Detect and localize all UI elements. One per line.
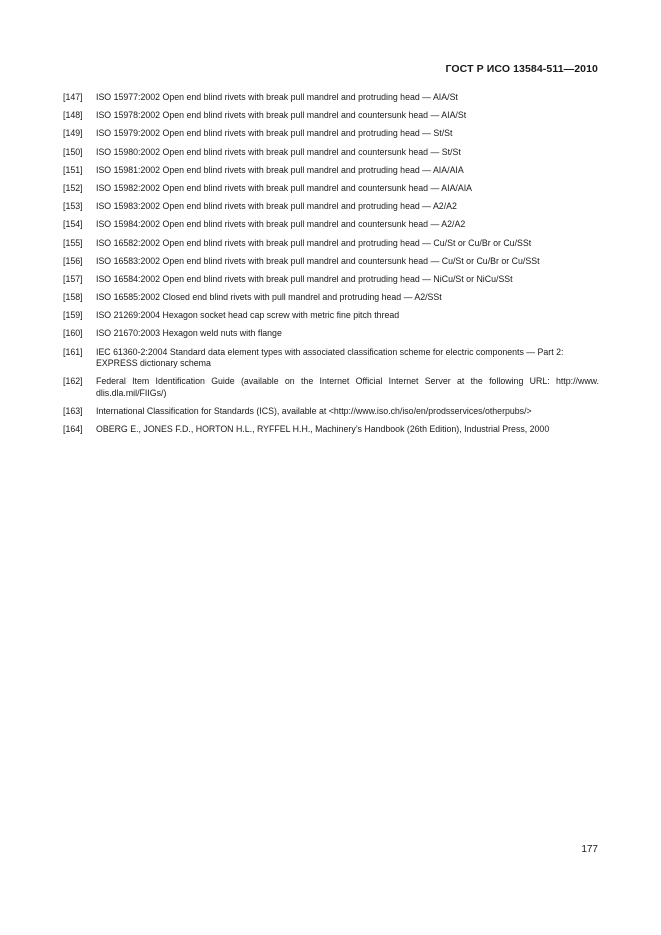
entry-number: [152] [63,182,83,193]
entry-text: ISO 15982:2002 Open end blind rivets with break pull mandrel and countersunk head — AIA/AIA [96,182,473,193]
bibliography-entry [63,110,599,122]
entry-text: ISO 15978:2002 Open end blind rivets with break pull mandrel and countersunk head — AIA/St [96,110,467,121]
bibliography-entry [63,165,599,177]
entry-text: ISO 21670:2003 Hexagon weld nuts with flange [96,328,282,339]
bibliography-entry [63,219,599,231]
entry-number: [158] [63,292,83,303]
entry-number: [164] [63,424,83,435]
entry-text: ISO 16583:2002 Open end blind rivets with break pull mandrel and countersunk head — Cu/St or Cu/Br or Cu/SSt [96,255,540,266]
entry-number: [148] [63,110,83,121]
bibliography-entry [63,347,599,370]
bibliography-entry [63,147,599,159]
entry-number: [162] [63,376,83,387]
entry-text: ISO 15981:2002 Open end blind rivets with break pull mandrel and protruding head — AIA/AIA [96,164,464,175]
entry-text: ISO 21269:2004 Hexagon socket head cap screw with metric fine pitch thread [96,310,400,321]
entry-number: [160] [63,328,83,339]
entry-number: [153] [63,201,83,212]
entry-number: [151] [63,164,83,175]
entry-text: ISO 15983:2002 Open end blind rivets with break pull mandrel and protruding head — A2/A2 [96,201,457,212]
entry-number: [147] [63,92,83,102]
entry-number: [154] [63,219,83,230]
bibliography-entry [63,310,599,322]
bibliography-entry [63,328,599,340]
entry-number: [156] [63,255,83,266]
entry-text: ISO 15980:2002 Open end blind rivets with break pull mandrel and countersunk head — St/St [96,146,461,157]
bibliography-entry [63,424,599,436]
page-number: 177 [581,844,598,855]
entry-number: [163] [63,406,83,417]
entry-text: ISO 16584:2002 Open end blind rivets with break pull mandrel and protruding head — NiCu/St or NiCu/SSt [96,273,513,284]
entry-number: [149] [63,128,83,139]
entry-text: ISO 16582:2002 Open end blind rivets with break pull mandrel and protruding head — Cu/St or Cu/Br or Cu/SSt [96,237,532,248]
entry-number: [161] [63,346,83,357]
bibliography-entry [63,201,599,213]
entry-number: [159] [63,310,83,321]
entry-text: ISO 15984:2002 Open end blind rivets with break pull mandrel and countersunk head — A2/A2 [96,219,466,230]
entry-text: ISO 16585:2002 Closed end blind rivets with pull mandrel and protruding head — A2/SSt [96,292,442,303]
entry-text: Federal Item Identification Guide (available on the Internet Official Internet Server at the following URL: http://www. dlis.dla.mil/FIIGs/) [96,376,599,398]
bibliography-entry [63,238,599,250]
entry-number: [155] [63,237,83,248]
bibliography-entry [63,406,599,418]
entry-text: IEC 61360-2:2004 Standard data element types with associated classification scheme for electric components — Part 2: EXPRESS dictionary schema [96,346,564,369]
document-header: ГОСТ Р ИСО 13584-511—2010 [445,63,598,75]
bibliography-entry [63,274,599,286]
bibliography-entry [63,292,599,304]
bibliography-entry [63,128,599,140]
entry-text: ISO 15977:2002 Open end blind rivets with break pull mandrel and protruding head — AIA/St [96,92,458,102]
bibliography-list [63,92,599,443]
entry-text: International Classification for Standards (ICS), available at <http://www.iso.ch/iso/en/prodsservices/otherpubs/> [96,406,532,417]
bibliography-entry [63,256,599,268]
entry-text: OBERG E., JONES F.D., HORTON H.L., RYFFEL H.H., Machinery’s Handbook (26th Edition), Industrial Press, 2000 [96,424,550,435]
entry-number: [157] [63,273,83,284]
entry-number: [150] [63,146,83,157]
bibliography-entry [63,376,599,399]
bibliography-entry [63,92,599,104]
bibliography-entry [63,183,599,195]
entry-text: ISO 15979:2002 Open end blind rivets with break pull mandrel and protruding head — St/St [96,128,453,139]
